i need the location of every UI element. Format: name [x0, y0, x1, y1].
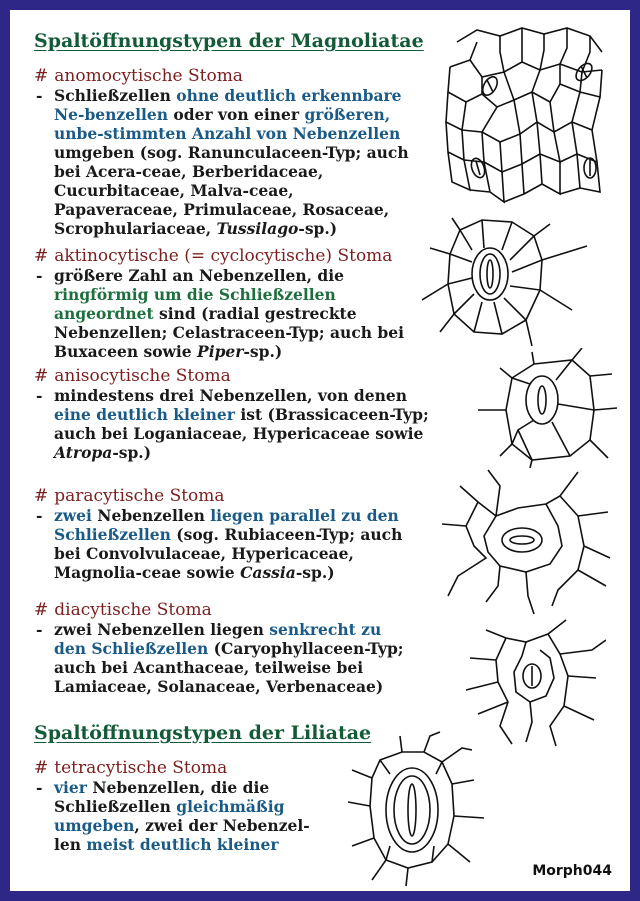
description-text: -sp.) — [112, 443, 152, 462]
type-description — [34, 620, 414, 696]
type-description — [34, 386, 429, 462]
type-block-anomocytic: # anomocytische Stoma - Schließzellen ohne deutlich erkennbare Ne-benzellen oder von einer größeren, unbe-stimmten Anzahl von Nebenzellen umgeben (sog. Ranunculaceen-Typ; auch bei Acera-ceae, Berberidaceae, Cucurbitaceae, Malva-ceae, Papaveraceae, Primulaceae, Rosaceae, Scrophulariaceae, Tussilago-sp.) — [34, 66, 419, 238]
description-text: umgeben (sog. Ranunculaceen-Typ; auch bei Acera-ceae, Berberidaceae, Cucurbitaceae, Malva-ceae, Papaveraceae, Primulaceae, Rosaceae, Scrophulariaceae, — [54, 143, 409, 238]
description-text: , zwei der Nebenzel-len — [54, 816, 310, 854]
description-text: ist (Brassicaceen-Typ; auch bei Loganiaceae, Hypericaceae sowie — [54, 405, 429, 443]
type-block-tetracytic: # tetracytische Stoma - vier Nebenzellen, die die Schließzellen gleichmäßig umgeben, zwei der Nebenzel-len meist deutlich kleiner — [34, 758, 314, 854]
type-description — [34, 778, 314, 854]
type-description — [34, 266, 429, 361]
section-title-liliatae: Spaltöffnungstypen der Liliatae — [34, 722, 372, 744]
diacytic-stoma-illustration — [456, 610, 606, 750]
highlighted-text: zwei — [54, 506, 92, 525]
taxon-italic: Tussilago — [216, 219, 299, 238]
highlighted-text: liegen parallel zu den Schließzellen — [54, 506, 399, 544]
type-description — [34, 86, 419, 238]
description-text: Schließzellen — [54, 86, 177, 105]
description-text: -sp.) — [243, 342, 283, 361]
description-text: -sp.) — [298, 219, 338, 238]
section-title-magnoliatae: Spaltöffnungstypen der Magnoliatae — [34, 30, 424, 52]
type-description — [34, 506, 414, 582]
highlighted-text: größeren, unbe-stimmten Anzahl von Nebenzellen — [54, 105, 401, 143]
tetracytic-stoma-illustration — [344, 730, 494, 890]
sheet — [10, 10, 630, 891]
highlighted-text: senkrecht zu den Schließzellen — [54, 620, 382, 658]
type-block-diacytic: # diacytische Stoma - zwei Nebenzellen liegen senkrecht zu den Schließzellen (Caryophyllaceen-Typ; auch bei Acanthaceae, teilweise bei Lamiaceae, Solanaceae, Verbenaceae) — [34, 600, 414, 696]
taxon-italic: Cassia — [240, 563, 296, 582]
description-text: zwei Nebenzellen liegen — [54, 620, 270, 639]
actinocytic-stoma-illustration — [422, 210, 592, 358]
type-block-paracytic: # paracytische Stoma - zwei Nebenzellen liegen parallel zu den Schließzellen (sog. Rubiaceen-Typ; auch bei Convolvulaceae, Hypericaceae, Magnolia-ceae sowie Cassia-sp.) — [34, 486, 414, 582]
highlighted-text: vier — [54, 778, 87, 797]
taxon-italic: Piper — [197, 342, 244, 361]
description-text: mindestens drei Nebenzellen, von denen — [54, 386, 408, 405]
description-text: größere Zahl an Nebenzellen, die — [54, 266, 344, 285]
type-heading: paracytische Stoma — [54, 486, 225, 506]
highlighted-text: eine deutlich kleiner — [54, 405, 235, 424]
taxon-italic: Atropa — [54, 443, 113, 462]
description-text: (Caryophyllaceen-Typ; auch bei Acanthaceae, teilweise bei Lamiaceae, Solanaceae, Verbenaceae) — [54, 639, 404, 696]
type-heading: tetracytische Stoma — [54, 758, 228, 778]
description-text: oder von einer — [168, 105, 305, 124]
paracytic-stoma-illustration — [438, 466, 618, 616]
description-text: Nebenzellen — [91, 506, 211, 525]
description-text: sind (radial gestreckte Nebenzellen; Celastraceen-Typ; auch bei Buxaceen sowie — [54, 304, 405, 361]
type-heading: anisocytische Stoma — [54, 366, 231, 386]
description-text: -sp.) — [295, 563, 335, 582]
type-heading: aktinocytische (= cyclocytische) Stoma — [54, 246, 393, 266]
anomocytic-stoma-illustration — [442, 22, 612, 210]
type-block-anisocytic: # anisocytische Stoma - mindestens drei Nebenzellen, von denen eine deutlich kleiner ist (Brassicaceen-Typ; auch bei Loganiaceae, Hypericaceae sowie Atropa-sp.) — [34, 366, 429, 462]
type-heading: anomocytische Stoma — [54, 66, 243, 86]
description-text: Nebenzellen, die die Schließzellen — [54, 778, 270, 816]
anisocytic-stoma-illustration — [472, 348, 622, 468]
highlighted-text: gleichmäßig umgeben — [54, 797, 285, 835]
type-heading: diacytische Stoma — [54, 600, 212, 620]
description-text: (sog. Rubiaceen-Typ; auch bei Convolvulaceae, Hypericaceae, Magnolia-ceae sowie — [54, 525, 403, 582]
type-block-actinocytic: # aktinocytische (= cyclocytische) Stoma - größere Zahl an Nebenzellen, die ringförmig um die Schließzellen angeordnet sind (radial gestreckte Nebenzellen; Celastraceen-Typ; auch bei Buxaceen sowie Piper-sp.) — [34, 246, 429, 361]
highlighted-text: meist deutlich kleiner — [86, 835, 279, 854]
page-reference: Morph044 — [532, 863, 612, 879]
highlighted-text: ohne deutlich erkennbare Ne-benzellen — [54, 86, 402, 124]
highlighted-text: ringförmig um die Schließzellen angeordnet — [54, 285, 336, 323]
